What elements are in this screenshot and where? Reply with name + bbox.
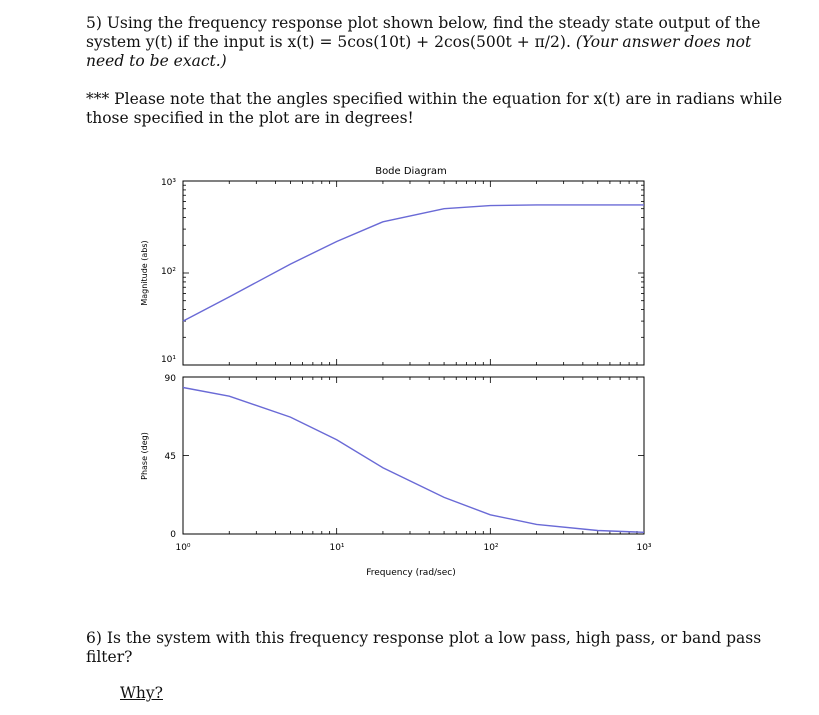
x-axis-label: Frequency (rad/sec)	[366, 568, 456, 578]
phase-ticks	[183, 377, 644, 534]
magnitude-series-line	[183, 205, 644, 321]
phase-ylabel: Phase (deg)	[140, 432, 149, 480]
phase-ytick-label: 0	[170, 530, 176, 540]
phase-axes	[183, 377, 644, 534]
question-6-text: 6) Is the system with this frequency response plot a low pass, high pass, or band pass filter?	[86, 629, 762, 666]
xtick-label: 10⁰	[175, 543, 191, 553]
mag-ytick-label: 10²	[160, 267, 176, 277]
question-5-italic: (Your answer does not need to be exact.)	[86, 33, 752, 70]
xtick-label: 10¹	[329, 543, 345, 553]
mag-ytick-label: 10¹	[160, 355, 176, 365]
phase-series-line	[183, 388, 644, 533]
mag-ytick-label: 10³	[160, 178, 176, 188]
xtick-label: 10²	[483, 543, 499, 553]
why-prompt: Why?	[120, 684, 163, 702]
chart-title: Bode Diagram	[375, 166, 447, 177]
magnitude-axes	[183, 181, 644, 365]
phase-ytick-label: 45	[164, 452, 176, 462]
phase-ytick-label: 90	[164, 374, 176, 384]
radian-note: *** Please note that the angles specified within the equation for x(t) are in radians while those specified in the plot are in degrees!	[86, 90, 783, 127]
question-5-main: 5) Using the frequency response plot shown below, find the steady state output of the system y(t) if the input is x(t) = 5cos(10t) + 2cos(500t + π/2).	[86, 14, 761, 51]
xtick-label: 10³	[636, 543, 652, 553]
magnitude-ticks	[183, 181, 644, 365]
mag-ylabel: Magnitude (abs)	[140, 240, 149, 306]
